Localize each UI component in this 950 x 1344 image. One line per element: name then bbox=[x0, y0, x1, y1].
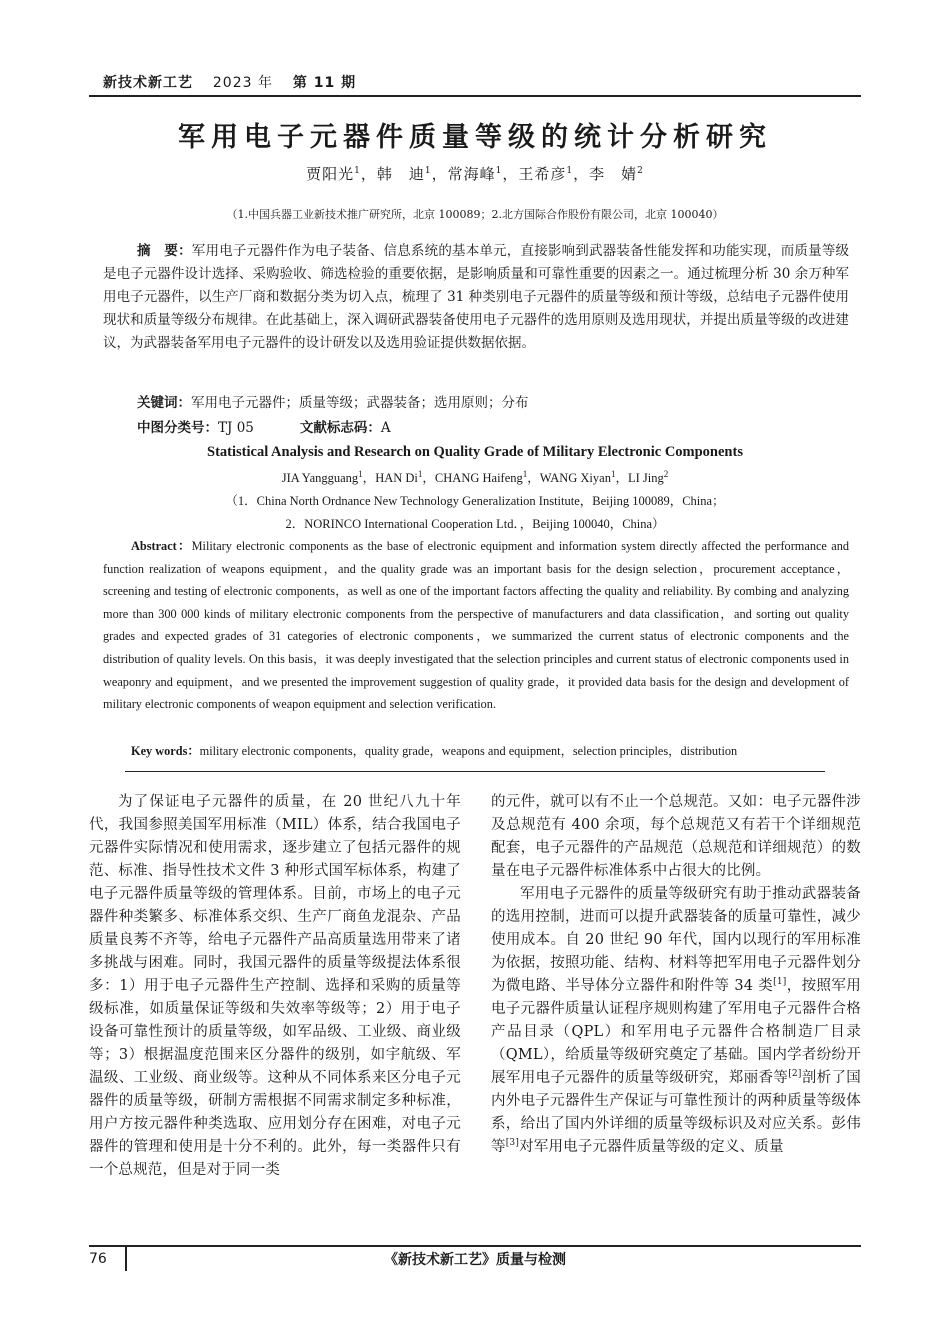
citation-ref: [2] bbox=[788, 1069, 802, 1080]
page-number: 76 bbox=[89, 1247, 127, 1271]
author-affiliation-mark: 1 bbox=[424, 166, 432, 176]
citation-ref: [3] bbox=[505, 1138, 520, 1149]
clc-label: 中图分类号： bbox=[137, 420, 218, 436]
english-affiliation-1: （1．China North Ordnance New Technology Generalization Institute，Beijing 100089，China； bbox=[225, 494, 725, 508]
abstract-divider bbox=[125, 771, 825, 772]
journal-year: 2023 年 bbox=[212, 75, 273, 91]
author: 韩 迪 bbox=[376, 165, 425, 183]
author: 贾阳光 bbox=[306, 165, 355, 183]
clc-value: TJ 05 bbox=[218, 420, 254, 436]
abstract-cn-label: 摘 要： bbox=[137, 243, 192, 259]
english-author: HAN Di bbox=[375, 471, 418, 485]
doc-code-value: A bbox=[380, 420, 391, 436]
abstract-en-label: Abstract： bbox=[131, 539, 192, 553]
author-affiliation-mark: 1 bbox=[417, 468, 423, 479]
body-paragraph: 的元件，就可以有不止一个总规范。又如：电子元器件涉及总规范有 400 余项，每个总规范又有若干个详细规范配套，电子元器件的产品规范（总规范和详细规范）的数量在电子元器件标准体系中占很大的比例。 bbox=[491, 794, 861, 879]
body-column-right bbox=[491, 791, 861, 1159]
english-author: LI Jing bbox=[627, 471, 664, 485]
body-column-left bbox=[89, 791, 461, 1182]
english-author: WANG Xiyan bbox=[539, 471, 611, 485]
author: 王希彦 bbox=[518, 165, 567, 183]
body-text: ，按照军用电子元器件质量认证程序规则构建了军用电子元器件合格产品目录（QPL）和军用电子元器件合格制造厂目录（QML），给质量等级研究奠定了基础。国内学者纷纷开展军用电子元器件的质量等级研究，郑丽香等 bbox=[491, 978, 861, 1086]
body-paragraph: 为了保证电子元器件的质量，在 20 世纪八九十年代，我国参照美国军用标准（MIL）体系，结合我国电子元器件实际情况和使用需求，逐步建立了包括元器件的规范、标准、指导性技术文件 3 种形式国军标体系，构建了电子元器件质量等级的管理体系。目前，市场上的电子元器件种类繁多、标准体系交织、生产厂商鱼龙混杂、产品质量良莠不齐等，给电子元器件产品高质量选用带来了诸多挑战与困难。同时，我国元器件的质量等级提法体系很多：1）用于电子元器件生产控制、选择和采购的质量等级标准，如质量保证等级和失效率等级等；2）用于电子设备可靠性预计的质量等级，如军品级、工业级、商业级等；3）根据温度范围来区分器件的级别，如宇航级、军温级、工业级、商业级等。这种从不同体系来区分电子元器件的质量等级，研制方需根据不同需求制定多种标准，用户方按元器件种类选取、应用划分存在困难，对电子元器件的管理和使用是十分不利的。此外，每一类器件只有一个总规范，但是对于同一类 bbox=[89, 794, 461, 1178]
footer-rule bbox=[89, 1245, 861, 1247]
author-affiliation-mark: 2 bbox=[663, 468, 669, 479]
body-text: 对军用电子元器件质量等级的定义、质量 bbox=[519, 1139, 784, 1155]
author-list: 贾阳光$^1$，韩 迪$^1$，常海峰$^1$，王希彦$^1$，李 婧$^2$ bbox=[306, 165, 644, 183]
keywords-en bbox=[103, 740, 849, 763]
english-author: CHANG Haifeng bbox=[434, 471, 523, 485]
author: 李 婧 bbox=[589, 165, 638, 183]
abstract-en bbox=[103, 535, 849, 716]
header-rule bbox=[89, 95, 861, 97]
author-affiliation-mark: 1 bbox=[354, 166, 361, 176]
journal-issue: 第 11 期 bbox=[292, 75, 357, 91]
citation-ref: [1] bbox=[773, 977, 787, 988]
english-title: Statistical Analysis and Research on Quality Grade of Military Electronic Components bbox=[207, 444, 743, 460]
english-affiliation-2: 2．NORINCO International Cooperation Ltd．，Beijing 100040，China） bbox=[285, 517, 665, 531]
body-paragraph bbox=[491, 883, 861, 1159]
english-author: JIA Yangguang bbox=[281, 471, 359, 485]
body-text: 剖析了国内外电子元器件生产保证与可靠性预计的两种质量等级体系，给出了国内外详细的质量等级标识及对应关系。彭伟等 bbox=[491, 1070, 862, 1155]
classification bbox=[103, 417, 849, 440]
journal-name: 新技术新工艺 bbox=[103, 75, 193, 91]
author-affiliation-mark: 1 bbox=[522, 468, 528, 479]
abstract-cn bbox=[103, 240, 849, 355]
abstract-cn-text: 军用电子元器件作为电子装备、信息系统的基本单元，直接影响到武器装备性能发挥和功能实现，而质量等级是电子元器件设计选择、采购验收、筛选检验的重要依据，是影响质量和可靠性重要的因素之一。通过梳理分析 30 余万种军用电子元器件，以生产厂商和数据分类为切入点，梳理了 31 种类别电子元器件的质量等级和预计等级，总结电子元器件使用现状和质量等级分布规律。在此基础上，深入调研武器装备使用电子元器件的选用原则及选用现状，并提出质量等级的改进建议，为武器装备军用电子元器件的设计研发以及选用验证提供数据依据。 bbox=[103, 243, 850, 351]
keywords-en-label: Key words： bbox=[131, 744, 200, 758]
author: 常海峰 bbox=[447, 165, 496, 183]
keywords-cn-text: 军用电子元器件；质量等级；武器装备；选用原则；分布 bbox=[191, 395, 529, 411]
author-affiliation-mark: 1 bbox=[610, 468, 616, 479]
keywords-cn bbox=[103, 392, 849, 415]
paper-title: 军用电子元器件质量等级的统计分析研究 bbox=[178, 122, 772, 153]
keywords-en-text: military electronic components，quality grade，weapons and equipment，selection principles，distribution bbox=[199, 744, 738, 758]
abstract-en-text: Military electronic components as the base of electronic equipment and information system directly affected the performance and function realization of weapons equipment，and the quality grade was an important basis for the design selection，procurement acceptance，screening and testing of electronic components，as well as one of the important factors affecting the quality and reliability. By combing and analyzing more than 300 000 kinds of military electronic components from the perspective of manufacturers and data classification，and sorting out quality grades and expected grades of 31 categories of electronic components，we summarized the current status of electronic components and the distribution of quality levels. On this basis，it was deeply investigated that the selection principles and current status of electronic components used in weaponry and equipment，and we presented the improvement suggestion of quality grade，it provided data basis for the design and development of military electronic components of weapon equipment and selection verification. bbox=[103, 539, 849, 712]
english-author-list: JIA Yangguang$^1$，HAN Di$^1$，CHANG Haifeng$^1$，WANG Xiyan$^1$，LI Jing$^2$ bbox=[281, 468, 669, 485]
running-header bbox=[103, 72, 370, 92]
author-affiliation-mark: 2 bbox=[637, 166, 644, 176]
author-affiliation-mark: 1 bbox=[358, 468, 363, 479]
doc-code-label: 文献标志码： bbox=[299, 420, 381, 436]
footer-journal-section: 《新技术新工艺》质量与检测 bbox=[384, 1252, 566, 1268]
author-affiliation-mark: 1 bbox=[495, 166, 503, 176]
keywords-cn-label: 关键词： bbox=[137, 395, 191, 411]
body-text: 军用电子元器件的质量等级研究有助于推动武器装备的选用控制，进而可以提升武器装备的质量可靠性，减少使用成本。自 20 世纪 90 年代，国内以现行的军用标准为依据，按照功能、结构、材料等把军用电子元器件划分为微电路、半导体分立器件和附件等 34 类 bbox=[491, 886, 861, 994]
affiliation: （1.中国兵器工业新技术推广研究所，北京 100089；2.北方国际合作股份有限公司，北京 100040） bbox=[226, 208, 724, 221]
author-affiliation-mark: 1 bbox=[566, 166, 574, 176]
